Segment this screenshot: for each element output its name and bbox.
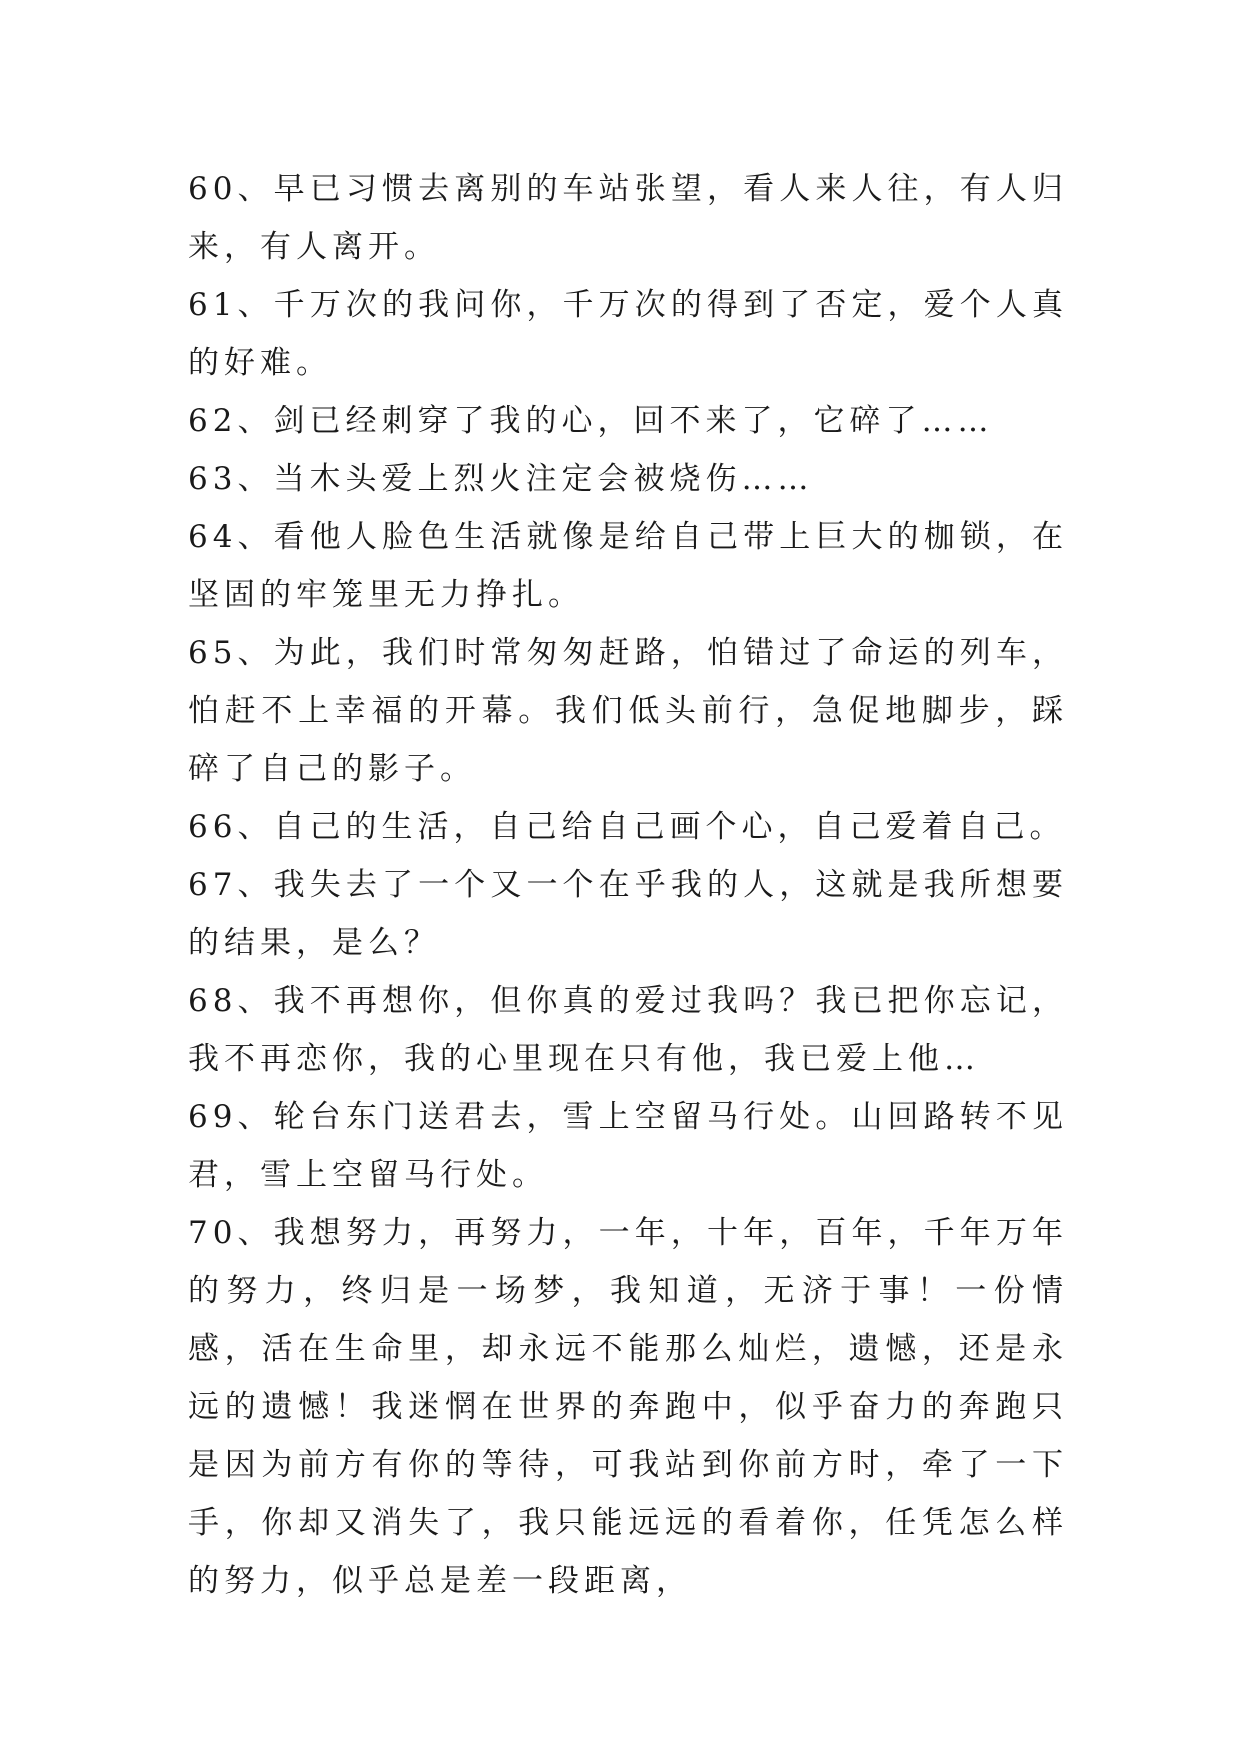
paragraph-65: 65、为此，我们时常匆匆赶路，怕错过了命运的列车，怕赶不上幸福的开幕。我们低头前行，急促地脚步，踩碎了自己的影子。 bbox=[188, 635, 1068, 787]
paragraph-69: 69、轮台东门送君去，雪上空留马行处。山回路转不见君，雪上空留马行处。 bbox=[188, 1099, 1068, 1193]
paragraph-63: 63、当木头爱上烈火注定会被烧伤…… bbox=[188, 461, 814, 497]
paragraph-62: 62、剑已经刺穿了我的心，回不来了，它碎了…… bbox=[188, 403, 994, 439]
paragraph-64: 64、看他人脸色生活就像是给自己带上巨大的枷锁，在坚固的牢笼里无力挣扎。 bbox=[188, 519, 1068, 613]
paragraph-66: 66、自己的生活，自己给自己画个心，自己爱着自己。 bbox=[188, 809, 1066, 845]
paragraph-67: 67、我失去了一个又一个在乎我的人，这就是我所想要的结果，是么？ bbox=[188, 867, 1068, 961]
paragraph-61: 61、千万次的我问你，千万次的得到了否定，爱个人真的好难。 bbox=[188, 287, 1068, 381]
paragraph-68: 68、我不再想你，但你真的爱过我吗？我已把你忘记，我不再恋你，我的心里现在只有他，我已爱上他… bbox=[188, 983, 1068, 1077]
paragraph-60: 60、早已习惯去离别的车站张望，看人来人往，有人归来，有人离开。 bbox=[188, 171, 1068, 265]
paragraph-70: 70、我想努力，再努力，一年，十年，百年，千年万年的努力，终归是一场梦，我知道，无济于事！一份情感，活在生命里，却永远不能那么灿烂，遗憾，还是永远的遗憾！我迷惘在世界的奔跑中，似乎奋力的奔跑只是因为前方有你的等待，可我站到你前方时，牵了一下手，你却又消失了，我只能远远的看着你，任凭怎么样的努力，似乎总是差一段距离， bbox=[188, 1215, 1068, 1599]
document-body bbox=[188, 160, 1068, 1610]
